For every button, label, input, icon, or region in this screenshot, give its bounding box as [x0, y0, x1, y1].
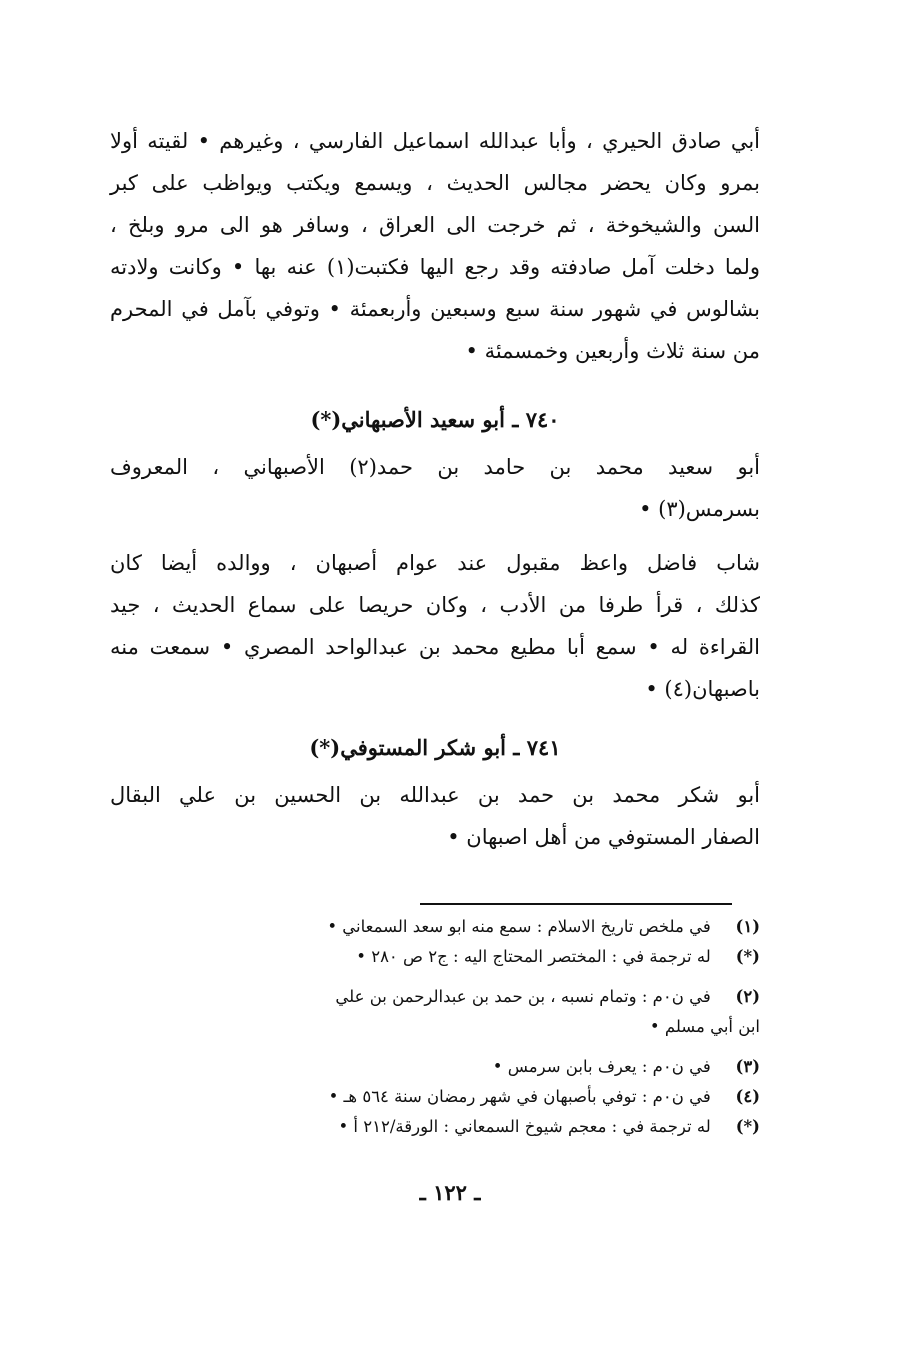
footnote-mark: (*): [735, 947, 760, 966]
text-line: ولما دخلت آمل صادفته وقد رجع اليها فكتبت(١) عنه بها • وكانت ولادته: [110, 255, 760, 279]
footnote-mark: (٢): [735, 987, 760, 1006]
footnote-text: في ن٠م : توفي بأصبهان في شهر رمضان سنة ٥٦٤ هـ •: [328, 1087, 711, 1106]
text-line: بمرو وكان يحضر مجالس الحديث ، ويسمع ويكتب ويواظب على كبر: [110, 171, 760, 195]
footnote-text: له ترجمة في : معجم شيوخ السمعاني : الورقة/٢١٢ أ •: [338, 1117, 711, 1136]
text-line: أبي صادق الحيري ، وأبا عبدالله اسماعيل الفارسي ، وغيرهم • لقيته أولا: [110, 129, 760, 153]
text-line: السن والشيخوخة ، ثم خرجت الى العراق ، وسافر هو الى مرو وبلخ ،: [110, 213, 760, 237]
footnote: [120, 942, 760, 972]
footnote-mark: (٣): [735, 1057, 760, 1076]
entry-741-name: [110, 774, 760, 858]
page-number: ـ ١٢٢ ـ: [419, 1180, 481, 1205]
text-line: شاب فاضل واعظ مقبول عند عوام أصبهان ، ووالده أيضا كان: [110, 551, 760, 575]
main-text: [110, 120, 760, 858]
footnote: [120, 982, 760, 1012]
footnote-mark: (٤): [735, 1087, 760, 1106]
footnote: [120, 1052, 760, 1082]
footnote-text: في ملخص تاريخ الاسلام : سمع منه ابو سعد السمعاني •: [327, 917, 711, 936]
footnote-text: في ن٠م : يعرف بابن سرمس •: [492, 1057, 711, 1076]
text-line: القراءة له • سمع أبا مطيع محمد بن عبدالواحد المصري • سمعت منه: [110, 635, 760, 659]
text-line: أبو شكر محمد بن حمد بن عبدالله بن الحسين بن علي البقال: [110, 783, 760, 807]
footnote-divider: [420, 903, 732, 905]
footnote: [120, 1112, 760, 1142]
footnotes: [120, 912, 760, 1142]
text-line: من سنة ثلاث وأربعين وخمسمئة •: [465, 339, 760, 363]
footnote-mark: (١): [735, 917, 760, 936]
text-line: بشالوس في شهور سنة سبع وسبعين وأربعمئة • وتوفي بآمل في المحرم: [110, 297, 760, 321]
entry-heading-741: ٧٤١ ـ أبو شكر المستوفي(*): [309, 735, 561, 760]
footnote: [120, 1082, 760, 1112]
entry-heading-740: ٧٤٠ ـ أبو سعيد الأصبهاني(*): [310, 407, 560, 432]
paragraph-continuation: [110, 120, 760, 372]
footnote-text: له ترجمة في : المختصر المحتاج اليه : ج٢ ص ٢٨٠ •: [356, 947, 711, 966]
footnote-mark: (*): [735, 1117, 760, 1136]
entry-740-body: [110, 542, 760, 710]
text-line: الصفار المستوفي من أهل اصبهان •: [447, 825, 760, 849]
text-line: كذلك ، قرأ طرفا من الأدب ، وكان حريصا على سماع الحديث ، جيد: [110, 593, 760, 617]
footnote: [120, 912, 760, 942]
footnote-text: في ن٠م : وتمام نسبه ، بن حمد بن عبدالرحمن بن علي: [335, 987, 711, 1006]
entry-740-name: [110, 446, 760, 530]
text-line: أبو سعيد محمد بن حامد بن حمد(٢) الأصبهاني ، المعروف: [110, 455, 760, 479]
text-line: بسرمس(٣) •: [639, 497, 760, 521]
footnote-continuation: ابن أبي مسلم •: [649, 1017, 760, 1036]
text-line: باصبهان(٤) •: [645, 677, 760, 701]
